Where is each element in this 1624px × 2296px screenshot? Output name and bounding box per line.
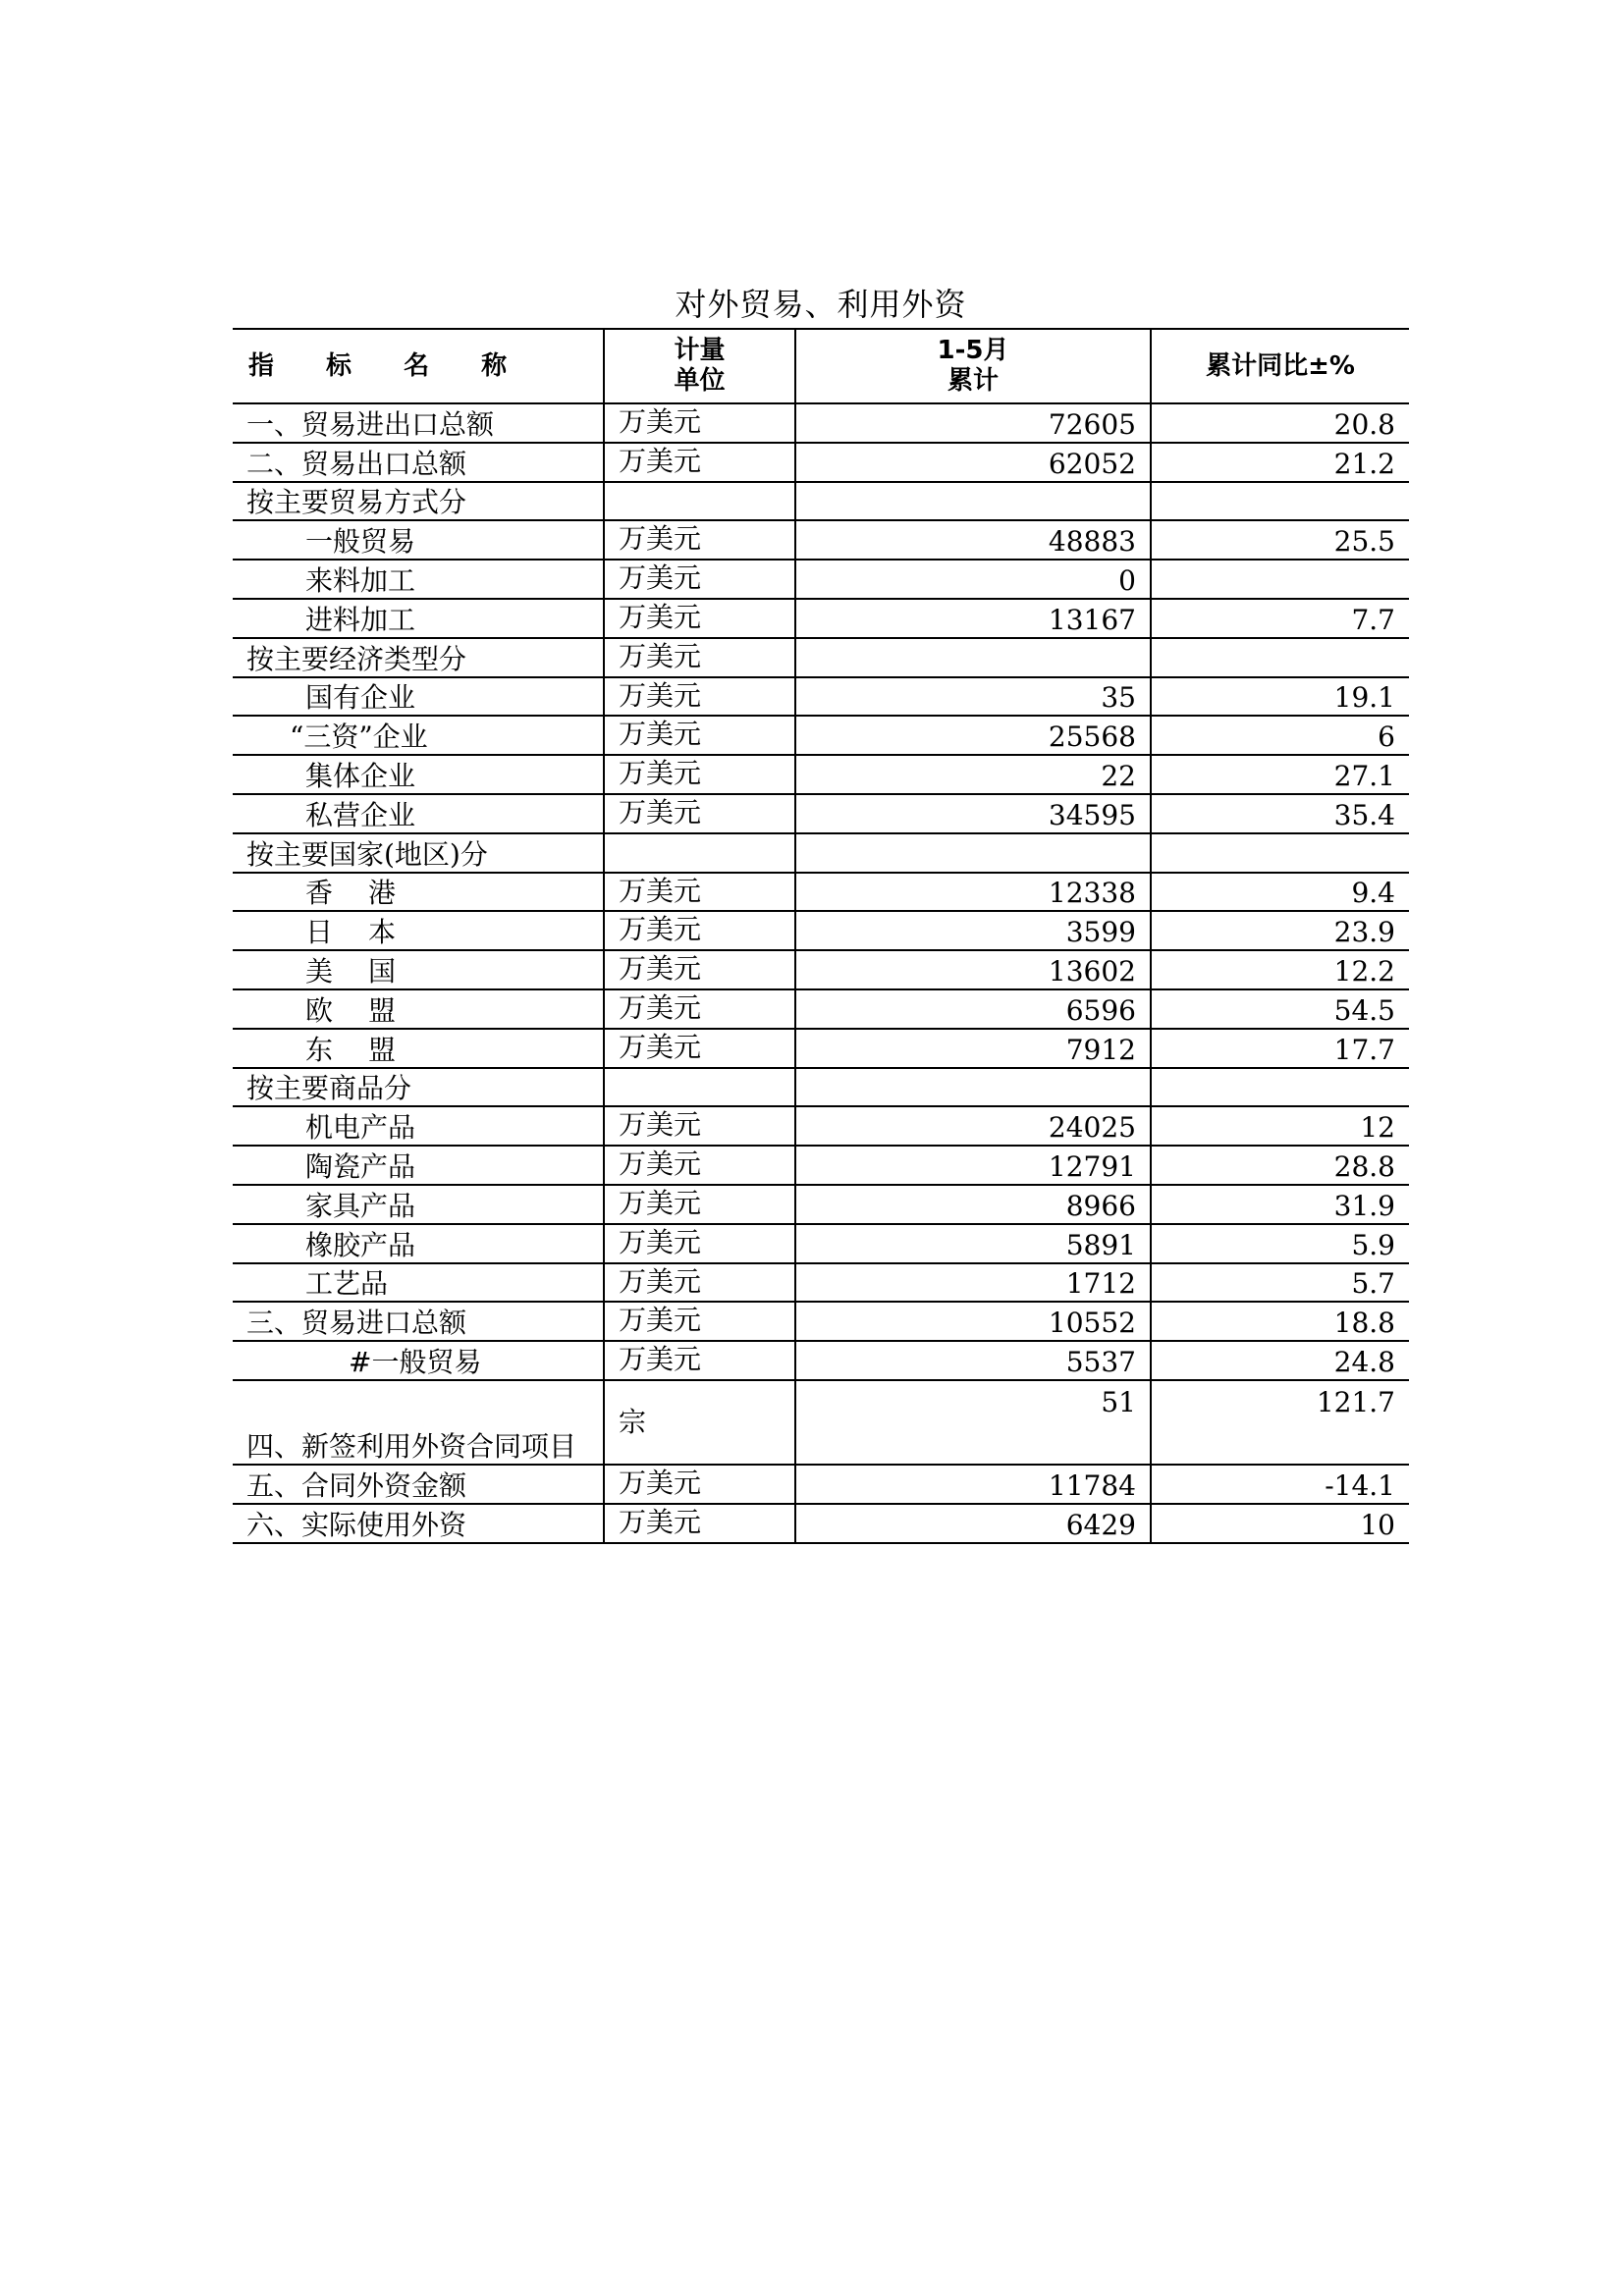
row-unit: 万美元 bbox=[604, 443, 795, 482]
row-name: 香港 bbox=[233, 873, 604, 912]
row-cumulative: 24025 bbox=[795, 1106, 1151, 1146]
row-name: 四、新签利用外资合同项目 bbox=[233, 1380, 604, 1465]
row-cumulative: 51 bbox=[795, 1380, 1151, 1465]
row-name: 一般贸易 bbox=[233, 520, 604, 560]
table-row bbox=[233, 716, 1409, 755]
row-unit bbox=[604, 1068, 795, 1107]
row-name: 集体企业 bbox=[233, 755, 604, 794]
row-name: 家具产品 bbox=[233, 1185, 604, 1224]
row-name: 按主要商品分 bbox=[233, 1068, 604, 1107]
row-name: 一、贸易进出口总额 bbox=[233, 403, 604, 443]
row-unit: 万美元 bbox=[604, 716, 795, 755]
header-indicator-name: 指 标 名 称 bbox=[233, 329, 604, 403]
row-yoy: 18.8 bbox=[1151, 1302, 1409, 1341]
row-name: 进料加工 bbox=[233, 599, 604, 638]
row-yoy bbox=[1151, 560, 1409, 599]
table-row bbox=[233, 1465, 1409, 1504]
row-cumulative: 3599 bbox=[795, 911, 1151, 950]
row-name: 橡胶产品 bbox=[233, 1224, 604, 1263]
table-row bbox=[233, 1106, 1409, 1146]
table-row bbox=[233, 677, 1409, 717]
row-unit: 万美元 bbox=[604, 599, 795, 638]
row-cumulative: 35 bbox=[795, 677, 1151, 717]
row-yoy bbox=[1151, 1068, 1409, 1107]
row-name: 工艺品 bbox=[233, 1263, 604, 1303]
row-cumulative: 5537 bbox=[795, 1341, 1151, 1380]
row-unit bbox=[604, 482, 795, 521]
row-cumulative bbox=[795, 1068, 1151, 1107]
row-unit: 万美元 bbox=[604, 794, 795, 833]
row-yoy: 20.8 bbox=[1151, 403, 1409, 443]
header-cumulative-line2: 累计 bbox=[947, 366, 999, 396]
row-cumulative: 10552 bbox=[795, 1302, 1151, 1341]
row-name: 国有企业 bbox=[233, 677, 604, 717]
row-yoy: 27.1 bbox=[1151, 755, 1409, 794]
row-unit: 万美元 bbox=[604, 520, 795, 560]
row-name: #一般贸易 bbox=[233, 1341, 604, 1380]
table-row bbox=[233, 1029, 1409, 1068]
row-yoy: 35.4 bbox=[1151, 794, 1409, 833]
header-unit-line1: 计量 bbox=[674, 336, 726, 365]
row-unit: 万美元 bbox=[604, 950, 795, 989]
row-name: 美国 bbox=[233, 950, 604, 989]
row-name: 来料加工 bbox=[233, 560, 604, 599]
row-unit bbox=[604, 833, 795, 873]
row-unit: 万美元 bbox=[604, 560, 795, 599]
row-yoy: 12 bbox=[1151, 1106, 1409, 1146]
row-unit: 万美元 bbox=[604, 1224, 795, 1263]
row-cumulative: 25568 bbox=[795, 716, 1151, 755]
row-yoy: 25.5 bbox=[1151, 520, 1409, 560]
row-yoy: 12.2 bbox=[1151, 950, 1409, 989]
table-row bbox=[233, 873, 1409, 912]
row-cumulative: 22 bbox=[795, 755, 1151, 794]
row-unit: 万美元 bbox=[604, 1465, 795, 1504]
row-yoy: 54.5 bbox=[1151, 989, 1409, 1029]
row-cumulative: 8966 bbox=[795, 1185, 1151, 1224]
table-row bbox=[233, 599, 1409, 638]
table-row bbox=[233, 1341, 1409, 1380]
row-yoy bbox=[1151, 638, 1409, 677]
row-yoy: 31.9 bbox=[1151, 1185, 1409, 1224]
page-title: 对外贸易、利用外资 bbox=[675, 286, 967, 323]
table-row bbox=[233, 1380, 1409, 1465]
row-yoy: 5.7 bbox=[1151, 1263, 1409, 1303]
row-yoy: 121.7 bbox=[1151, 1380, 1409, 1465]
table-row bbox=[233, 1504, 1409, 1543]
row-unit: 万美元 bbox=[604, 1185, 795, 1224]
row-name: 东盟 bbox=[233, 1029, 604, 1068]
row-name: 私营企业 bbox=[233, 794, 604, 833]
row-yoy bbox=[1151, 833, 1409, 873]
statistics-table bbox=[233, 328, 1409, 1544]
row-yoy: 21.2 bbox=[1151, 443, 1409, 482]
row-cumulative: 12791 bbox=[795, 1146, 1151, 1185]
row-yoy: 7.7 bbox=[1151, 599, 1409, 638]
header-yoy-change: 累计同比±% bbox=[1151, 329, 1409, 403]
header-unit bbox=[604, 329, 795, 403]
row-unit: 万美元 bbox=[604, 677, 795, 717]
table-row bbox=[233, 482, 1409, 521]
table-row bbox=[233, 794, 1409, 833]
table-row bbox=[233, 443, 1409, 482]
row-cumulative: 1712 bbox=[795, 1263, 1151, 1303]
row-name: 机电产品 bbox=[233, 1106, 604, 1146]
table-row bbox=[233, 755, 1409, 794]
row-cumulative bbox=[795, 638, 1151, 677]
header-unit-line2: 单位 bbox=[674, 366, 726, 396]
row-cumulative bbox=[795, 482, 1151, 521]
row-name: 三、贸易进口总额 bbox=[233, 1302, 604, 1341]
row-cumulative: 48883 bbox=[795, 520, 1151, 560]
row-yoy: 6 bbox=[1151, 716, 1409, 755]
row-cumulative: 72605 bbox=[795, 403, 1151, 443]
row-cumulative: 0 bbox=[795, 560, 1151, 599]
row-cumulative: 13602 bbox=[795, 950, 1151, 989]
row-unit: 宗 bbox=[604, 1380, 795, 1465]
row-cumulative: 5891 bbox=[795, 1224, 1151, 1263]
row-name: 六、实际使用外资 bbox=[233, 1504, 604, 1543]
row-name: 陶瓷产品 bbox=[233, 1146, 604, 1185]
table-header-row bbox=[233, 329, 1409, 403]
table-row bbox=[233, 1302, 1409, 1341]
row-cumulative bbox=[795, 833, 1151, 873]
row-name: “三资”企业 bbox=[233, 716, 604, 755]
table-row bbox=[233, 911, 1409, 950]
row-name: 按主要经济类型分 bbox=[233, 638, 604, 677]
row-unit: 万美元 bbox=[604, 755, 795, 794]
row-unit: 万美元 bbox=[604, 1106, 795, 1146]
table-row bbox=[233, 1224, 1409, 1263]
table-row bbox=[233, 950, 1409, 989]
row-cumulative: 6596 bbox=[795, 989, 1151, 1029]
table-row bbox=[233, 1185, 1409, 1224]
table-row bbox=[233, 1146, 1409, 1185]
row-unit: 万美元 bbox=[604, 1263, 795, 1303]
row-unit: 万美元 bbox=[604, 1302, 795, 1341]
header-cumulative-line1: 1-5月 bbox=[937, 336, 1009, 365]
row-unit: 万美元 bbox=[604, 873, 795, 912]
row-cumulative: 34595 bbox=[795, 794, 1151, 833]
row-name: 二、贸易出口总额 bbox=[233, 443, 604, 482]
table-row bbox=[233, 520, 1409, 560]
table-row bbox=[233, 1068, 1409, 1107]
row-name: 按主要贸易方式分 bbox=[233, 482, 604, 521]
row-name: 按主要国家(地区)分 bbox=[233, 833, 604, 873]
row-cumulative: 62052 bbox=[795, 443, 1151, 482]
row-yoy bbox=[1151, 482, 1409, 521]
table-row bbox=[233, 989, 1409, 1029]
row-cumulative: 6429 bbox=[795, 1504, 1151, 1543]
row-cumulative: 7912 bbox=[795, 1029, 1151, 1068]
row-yoy: 24.8 bbox=[1151, 1341, 1409, 1380]
row-unit: 万美元 bbox=[604, 1146, 795, 1185]
row-unit: 万美元 bbox=[604, 989, 795, 1029]
table-row bbox=[233, 560, 1409, 599]
table-row bbox=[233, 1263, 1409, 1303]
row-unit: 万美元 bbox=[604, 638, 795, 677]
row-yoy: 5.9 bbox=[1151, 1224, 1409, 1263]
row-unit: 万美元 bbox=[604, 1029, 795, 1068]
row-yoy: 17.7 bbox=[1151, 1029, 1409, 1068]
row-cumulative: 13167 bbox=[795, 599, 1151, 638]
row-yoy: 19.1 bbox=[1151, 677, 1409, 717]
row-cumulative: 12338 bbox=[795, 873, 1151, 912]
row-yoy: -14.1 bbox=[1151, 1465, 1409, 1504]
table-row bbox=[233, 638, 1409, 677]
row-yoy: 28.8 bbox=[1151, 1146, 1409, 1185]
row-unit: 万美元 bbox=[604, 1504, 795, 1543]
table-row bbox=[233, 403, 1409, 443]
row-yoy: 9.4 bbox=[1151, 873, 1409, 912]
row-yoy: 23.9 bbox=[1151, 911, 1409, 950]
header-cumulative bbox=[795, 329, 1151, 403]
row-yoy: 10 bbox=[1151, 1504, 1409, 1543]
row-cumulative: 11784 bbox=[795, 1465, 1151, 1504]
row-unit: 万美元 bbox=[604, 403, 795, 443]
table-row bbox=[233, 833, 1409, 873]
row-unit: 万美元 bbox=[604, 1341, 795, 1380]
row-name: 欧盟 bbox=[233, 989, 604, 1029]
row-name: 五、合同外资金额 bbox=[233, 1465, 604, 1504]
row-unit: 万美元 bbox=[604, 911, 795, 950]
row-name: 日本 bbox=[233, 911, 604, 950]
